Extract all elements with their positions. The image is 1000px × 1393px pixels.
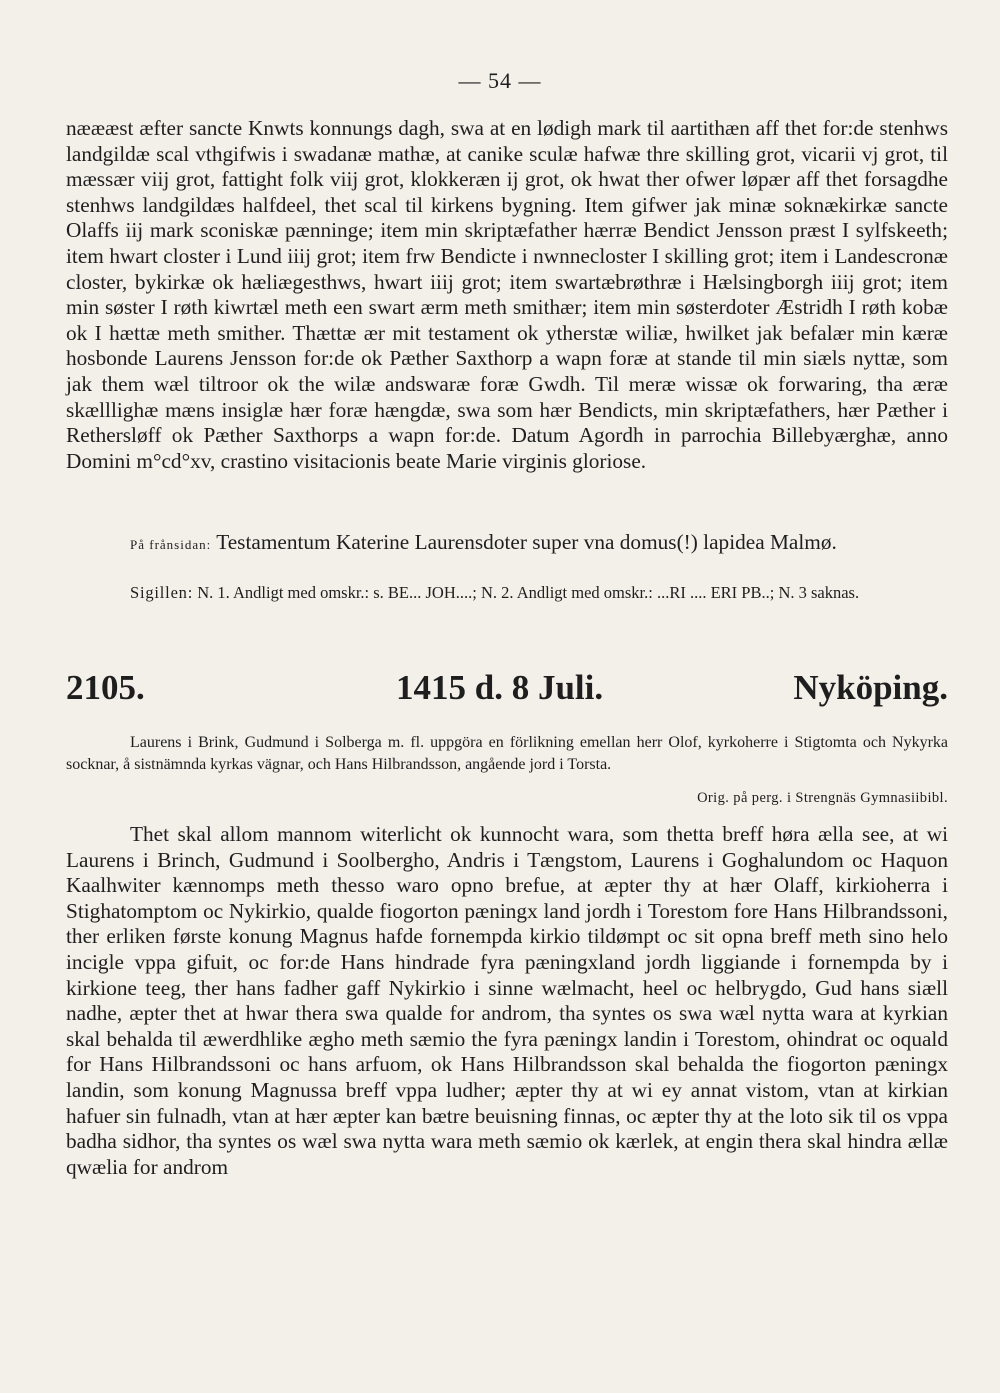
dorsal-label: På frånsidan: xyxy=(130,537,212,552)
entry-number: 2105. xyxy=(66,668,145,707)
page-number: — 54 — xyxy=(458,68,542,93)
dorsal-note xyxy=(66,530,948,558)
entry-source: Orig. på perg. i Strengnäs Gymnasiibibl. xyxy=(697,790,948,806)
entry-body-text: Thet skal allom mannom witerlicht ok kunnocht wara, som thetta breff høra ælla see, at wi Laurens i Brinch, Gudmund i Soolbergho, Andris i Tængstom, Laurens i Goghalundom oc Haquon Kaalhwiter kænnomps meth thesso waro opno brefue, at æpter thy at hær Olaff, kirkioherra i Stighatomptom oc Nykirkio, qualde fiogorton pæningx land jordh i Torestom fore Hans Hilbrandssoni, ther erliken første konung Magnus hafde fornempda kirkio tildømpt oc sit opna breff meth sino helo incigle vppa gifuit, oc for:de Hans hindrade fyra pæningxland jordh liggiande i fornempda by i kirkione teeg, ther hans fadher gaff Nykirkio i sinne wælmacht, heel oc helbrygdo, Gud hans siæll nadhe, æpter thet at hwar thera swa qualde for androm, tha syntes os swa wæl nytta wara at kyrkian skal behalda til æwerdhlike ægho meth sæmio the fyra pæningx landin i Torestom, ohindrat oc oquald for Hans Hilbrandssoni oc hans arfuom, ok Hans Hilbrandsson skal behalda the fiogorton pæningx landin, som konung Magnussa breff vppa ludher; æpter thy at wi ey annat vistom, vtan at kirkian hafuer sin fulnadh, vtan at hær æpter kan bætre beuisning finnas, oc æpter thy at the loto sik til os vppa badha sidhor, tha syntes os wæl swa nytta wara meth sæmio ok kærlek, at engin thera skal hindra ællæ qwælia for androm xyxy=(66,822,948,1179)
dorsal-text: Testamentum Katerine Laurensdoter super vna domus(!) lapidea Malmø. xyxy=(216,530,837,554)
entry-heading xyxy=(66,668,948,718)
entry-date: 1415 d. 8 Juli. xyxy=(396,668,604,707)
entry-place: Nyköping. xyxy=(793,668,948,707)
seals-note xyxy=(66,582,948,604)
seals-label: Sigillen: xyxy=(130,583,194,602)
previous-charter-text: næææst æfter sancte Knwts konnungs dagh, swa at en lødigh mark til aartithæn aff thet for:de stenhws landgildæ scal vthgifwis i swadanæ mathæ, at canike sculæ hafwæ thre skilling grot, vicarii vj grot, til mæssær viij grot, fattight folk viij grot, klokkeræn ij grot, ok hwat ther ofwer løpær aff thet forsagdhe stenhws landgildæs halfdeel, thet scal til kirkens bygning. Item gifwer jak minæ soknækirkæ sancte Olaffs iij mark sconiskæ pænninge; item min skriptæfather hærræ Bendict Jensson præst I sylfskeeth; item hwart closter i Lund iiij grot; item frw Bendicte i nwnnecloster I skilling grot; item i Landescronæ closter, bykirkæ ok hæliægesthws, hwart iiij grot; item swartæbrøthræ i Hælsingborgh iiij grot; item min søster I røth kiwrtæl meth een swart ærm meth smithær; item min søsterdoter Æstridh I røth kobæ ok I hættæ meth smither. Thættæ ær mit testament ok ytherstæ wiliæ, hwilket jak befalær min kæræ hosbonde Laurens Jensson for:de ok Pæther Saxthorp a wapn foræ at stande til min siæls nyttæ, som jak them wæl tiltroor ok the wilæ andswaræ foræ Gwdh. Til meræ wissæ ok forwaring, tha æræ skælllighæ mæns insiglæ hær foræ hængdæ, swa som hær Bendicts, min skriptæfathers, hær Pæther i Rethersløff ok Pæther Saxthorps a wapn for:de. Datum Agordh in parrochia Billebyærghæ, anno Domini m°cd°xv, crastino visitacionis beate Marie virginis gloriose. xyxy=(66,116,948,473)
seals-text: N. 1. Andligt med omskr.: s. BE... JOH....; N. 2. Andligt med omskr.: ...RI .... ERI PB..; N. 3 saknas. xyxy=(197,583,860,602)
entry-regest: Laurens i Brink, Gudmund i Solberga m. fl. uppgöra en förlikning emellan herr Olof, kyrkoherre i Stigtomta och Nykyrka socknar, å sistnämnda kyrkas vägnar, och Hans Hilbrandsson, angående jord i Torsta. xyxy=(66,734,948,773)
